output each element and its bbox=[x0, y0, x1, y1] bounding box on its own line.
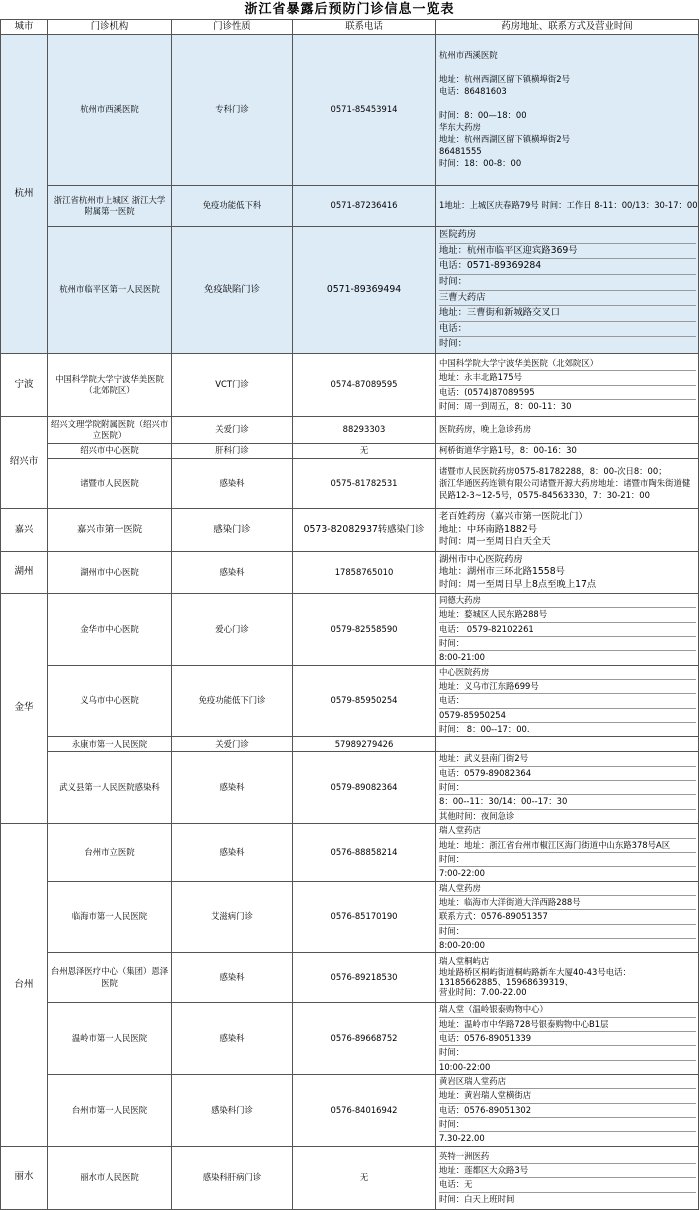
header-phone: 联系电话 bbox=[293, 20, 436, 35]
phone-cell: 57989279426 bbox=[293, 737, 436, 752]
type-cell: 感染科 bbox=[172, 459, 293, 509]
header-type: 门诊性质 bbox=[172, 20, 293, 35]
pharmacy-line: 时间：18：00-8：00 bbox=[439, 158, 522, 168]
pharmacy-line bbox=[439, 98, 696, 110]
table-row bbox=[1, 1003, 699, 1075]
pharmacy-line: 瑞人堂桐屿店 bbox=[439, 956, 490, 967]
pharmacy-line: 地址路桥区桐屿街道桐屿路新车大厦40-43号电话：13185662885、15968639319、 bbox=[439, 967, 631, 987]
table-row bbox=[1, 459, 699, 509]
pharmacy-line: 电话： bbox=[439, 322, 696, 338]
type-cell: 关爱门诊 bbox=[172, 737, 293, 752]
pharmacy-line: 时间：8：00—18：00 bbox=[439, 110, 527, 120]
table-row bbox=[1, 552, 699, 594]
table-row bbox=[1, 953, 699, 1003]
table-row bbox=[1, 665, 699, 737]
pharmacy-cell bbox=[436, 509, 699, 552]
pharmacy-line: 8:00-21:00 bbox=[439, 652, 485, 663]
pharmacy-line: 电话：0571-89369284 bbox=[439, 259, 696, 275]
pharmacy-line: 诸暨市人民医院药房0575-81782288，8：00-次日8：00； bbox=[439, 466, 667, 477]
org-cell: 台州恩泽医疗中心（集团）恩泽医院 bbox=[48, 953, 172, 1003]
type-cell: 艾滋病门诊 bbox=[172, 881, 293, 953]
table-row bbox=[1, 737, 699, 752]
org-cell: 武义县第一人民医院感染科 bbox=[48, 752, 172, 824]
pharmacy-line: 电话： bbox=[439, 694, 696, 708]
phone-cell: 0573-82082937转感染门诊 bbox=[293, 509, 436, 552]
phone-cell: 88293303 bbox=[293, 417, 436, 444]
header-org: 门诊机构 bbox=[48, 20, 172, 35]
pharmacy-cell bbox=[436, 752, 699, 824]
table-row bbox=[1, 354, 699, 417]
phone-cell: 0576-85170190 bbox=[293, 881, 436, 953]
pharmacy-line: 电话：0576-89051339 bbox=[439, 1032, 696, 1046]
pharmacy-cell bbox=[436, 1146, 699, 1209]
type-cell: 关爱门诊 bbox=[172, 417, 293, 444]
pharmacy-line: 瑞人堂（温岭银泰购物中心） bbox=[439, 1003, 696, 1017]
org-cell: 台州市第一人民医院 bbox=[48, 1074, 172, 1146]
type-cell: VCT门诊 bbox=[172, 354, 293, 417]
pharmacy-line: 医院药房 bbox=[439, 228, 696, 244]
city-cell: 丽水 bbox=[1, 1146, 48, 1209]
org-cell: 绍兴文理学院附属医院（绍兴市立医院） bbox=[48, 417, 172, 444]
pharmacy-line: 联系方式：0576-89051357 bbox=[439, 910, 696, 924]
pharmacy-line: 老百姓药房（嘉兴市第一医院北门） bbox=[439, 511, 588, 523]
org-cell: 丽水市人民医院 bbox=[48, 1146, 172, 1209]
pharmacy-line: 地址：义乌市江东路699号 bbox=[439, 680, 696, 694]
phone-cell: 无 bbox=[293, 1146, 436, 1209]
pharmacy-line: 时间： bbox=[439, 1046, 696, 1060]
pharmacy-line: 地址：莲都区大众路3号 bbox=[439, 1164, 696, 1178]
pharmacy-line: 电话：86481603 bbox=[439, 86, 507, 96]
pharmacy-line: 瑞人堂药房 bbox=[439, 882, 696, 896]
table-row bbox=[1, 35, 699, 186]
pharmacy-line: 地址：湖州市三环北路1558号 bbox=[439, 566, 565, 578]
pharmacy-cell bbox=[436, 737, 699, 752]
pharmacy-cell bbox=[436, 35, 699, 186]
org-cell: 绍兴市中心医院 bbox=[48, 444, 172, 459]
phone-cell: 0579-85950254 bbox=[293, 665, 436, 737]
type-cell: 爱心门诊 bbox=[172, 594, 293, 666]
pharmacy-line: 时间： 8：00--17：00. bbox=[439, 724, 530, 735]
org-cell: 温岭市第一人民医院 bbox=[48, 1003, 172, 1075]
clinic-table bbox=[0, 19, 699, 1210]
pharmacy-line: 电话：无 bbox=[439, 1178, 696, 1192]
pharmacy-line: 电话：(0574)87089595 bbox=[439, 386, 696, 400]
pharmacy-line: 10:00-22:00 bbox=[439, 1061, 491, 1072]
type-cell: 免疫功能低下门诊 bbox=[172, 665, 293, 737]
pharmacy-cell bbox=[436, 227, 699, 354]
page-title: 浙江省暴露后预防门诊信息一览表 bbox=[244, 2, 455, 17]
org-cell: 永康市第一人民医院 bbox=[48, 737, 172, 752]
pharmacy-line: 地址：婺城区人民东路288号 bbox=[439, 608, 696, 622]
pharmacy-line: 同德大药房 bbox=[439, 594, 696, 608]
pharmacy-line: 中心医院药房 bbox=[439, 666, 696, 680]
phone-cell: 0575-81782531 bbox=[293, 459, 436, 509]
phone-cell: 0571-85453914 bbox=[293, 35, 436, 186]
pharmacy-cell bbox=[436, 594, 699, 666]
pharmacy-cell bbox=[436, 552, 699, 594]
header-city: 城市 bbox=[1, 20, 48, 35]
pharmacy-line bbox=[439, 62, 696, 74]
type-cell: 感染科 bbox=[172, 1003, 293, 1075]
phone-cell: 0571-89369494 bbox=[293, 227, 436, 354]
org-cell: 金华市中心医院 bbox=[48, 594, 172, 666]
type-cell: 免疫功能低下科 bbox=[172, 186, 293, 227]
pharmacy-cell bbox=[436, 824, 699, 881]
phone-cell: 0576-88858214 bbox=[293, 824, 436, 881]
pharmacy-line: 时间： bbox=[439, 925, 696, 939]
pharmacy-line: 7:00-22:00 bbox=[439, 868, 485, 879]
pharmacy-line: 时间：周一至周日白天全天 bbox=[439, 536, 551, 548]
city-cell: 台州 bbox=[1, 824, 48, 1147]
table-row bbox=[1, 824, 699, 881]
pharmacy-line: 三曹大药店 bbox=[439, 291, 696, 307]
pharmacy-line: 8：00--11：30/14：00--17：30 bbox=[439, 795, 696, 809]
pharmacy-cell bbox=[436, 1003, 699, 1075]
city-cell: 金华 bbox=[1, 594, 48, 824]
pharmacy-line: 时间： bbox=[439, 853, 696, 867]
type-cell: 肝科门诊 bbox=[172, 444, 293, 459]
pharmacy-line: 电话：0576-89051302 bbox=[439, 1104, 696, 1118]
pharmacy-line: 湖州市中心医院药房 bbox=[439, 553, 523, 565]
type-cell: 感染科 bbox=[172, 752, 293, 824]
pharmacy-line: 地址：中环南路1882号 bbox=[439, 523, 538, 535]
pharmacy-line: 86481555 bbox=[439, 146, 482, 156]
pharmacy-line: 其他时间：夜间急诊 bbox=[439, 810, 515, 821]
pharmacy-line: 地址：永丰北路175号 bbox=[439, 371, 696, 385]
pharmacy-line: 时间：周一至周日早上8点至晚上17点 bbox=[439, 578, 597, 590]
type-cell: 感染门诊 bbox=[172, 509, 293, 552]
pharmacy-cell bbox=[436, 881, 699, 953]
type-cell: 感染科 bbox=[172, 953, 293, 1003]
pharmacy-line: 英特一洲医药 bbox=[439, 1150, 696, 1164]
phone-cell: 17858765010 bbox=[293, 552, 436, 594]
city-cell: 湖州 bbox=[1, 552, 48, 594]
pharmacy-line: 电话：0579-89082364 bbox=[439, 767, 696, 781]
pharmacy-line: 地址：武义县南门街2号 bbox=[439, 752, 696, 766]
pharmacy-line: 杭州市西溪医院 bbox=[439, 50, 498, 60]
org-cell: 中国科学院大学宁波华美医院（北郊院区） bbox=[48, 354, 172, 417]
org-cell: 诸暨市人民医院 bbox=[48, 459, 172, 509]
pharmacy-line: 地址：黄岩瑞人堂横街店 bbox=[439, 1089, 696, 1103]
type-cell: 感染科 bbox=[172, 824, 293, 881]
type-cell: 免疫缺陷门诊 bbox=[172, 227, 293, 354]
table-row bbox=[1, 417, 699, 444]
phone-cell: 0579-82558590 bbox=[293, 594, 436, 666]
header-row bbox=[1, 20, 699, 35]
org-cell: 义乌市中心医院 bbox=[48, 665, 172, 737]
pharmacy-line: 黄岩区瑞人堂药店 bbox=[439, 1075, 696, 1089]
pharmacy-line: 时间： bbox=[439, 275, 696, 291]
pharmacy-cell bbox=[436, 459, 699, 509]
pharmacy-line: 地址：地址：浙江省台州市椒江区海门街道中山东路378号A区 bbox=[439, 839, 696, 853]
city-cell: 嘉兴 bbox=[1, 509, 48, 552]
pharmacy-line: 7.30-22.00 bbox=[439, 1133, 485, 1144]
pharmacy-cell bbox=[436, 1074, 699, 1146]
org-cell: 台州市立医院 bbox=[48, 824, 172, 881]
table-row bbox=[1, 1074, 699, 1146]
pharmacy-line: 浙江华通医药连锁有限公司诸暨开源大药房地址：诸暨市陶朱街道健民路12-3~12-5号，0575-84563330，7：30-21：00 bbox=[439, 478, 691, 500]
city-cell: 杭州 bbox=[1, 35, 48, 354]
table-row bbox=[1, 594, 699, 666]
type-cell: 感染科门诊 bbox=[172, 1074, 293, 1146]
pharmacy-cell bbox=[436, 953, 699, 1003]
table-row bbox=[1, 1146, 699, 1209]
pharmacy-line: 地址：杭州西湖区留下镇横埠街2号 bbox=[439, 74, 570, 84]
type-cell: 感染科肝病门诊 bbox=[172, 1146, 293, 1209]
pharmacy-line: 地址：临海市大洋街道大洋西路288号 bbox=[439, 896, 696, 910]
pharmacy-line: 华东大药房 bbox=[439, 122, 481, 132]
pharmacy-line: 8:00-20:00 bbox=[439, 939, 485, 950]
pharmacy-cell bbox=[436, 186, 699, 227]
org-cell: 嘉兴市第一医院 bbox=[48, 509, 172, 552]
table-row bbox=[1, 509, 699, 552]
table-row bbox=[1, 444, 699, 459]
pharmacy-cell: 医院药房，晚上急诊药房 bbox=[436, 417, 699, 444]
pharmacy-line: 营业时间：7.00-22.00 bbox=[439, 987, 527, 998]
phone-cell: 无 bbox=[293, 444, 436, 459]
pharmacy-cell bbox=[436, 665, 699, 737]
table-row bbox=[1, 227, 699, 354]
pharmacy-line: 电话： 0579-82102261 bbox=[439, 623, 696, 637]
header-pharmacy: 药房地址、联系方式及营业时间 bbox=[436, 20, 699, 35]
table-row bbox=[1, 881, 699, 953]
pharmacy-line: 时间： bbox=[439, 637, 696, 651]
pharmacy-line: 地址：杭州西湖区留下镇横埠街2号 bbox=[439, 134, 570, 144]
pharmacy-line: 时间： bbox=[439, 781, 696, 795]
org-cell: 浙江省杭州市上城区 浙江大学附属第一医院 bbox=[48, 186, 172, 227]
city-cell: 宁波 bbox=[1, 354, 48, 417]
phone-cell: 0576-89668752 bbox=[293, 1003, 436, 1075]
city-cell: 绍兴市 bbox=[1, 417, 48, 509]
org-cell: 杭州市临平区第一人民医院 bbox=[48, 227, 172, 354]
pharmacy-line: 地址：三曹街和新城路交叉口 bbox=[439, 306, 696, 322]
pharmacy-line: 1地址：上城区庆春路79号 时间：工作日 8-11：00/13：30-17：00 bbox=[439, 200, 698, 210]
type-cell: 专科门诊 bbox=[172, 35, 293, 186]
org-cell: 杭州市西溪医院 bbox=[48, 35, 172, 186]
pharmacy-cell bbox=[436, 354, 699, 417]
table-row bbox=[1, 186, 699, 227]
table-row bbox=[1, 752, 699, 824]
pharmacy-line: 时间：周一到周五，8：00-11：30 bbox=[439, 400, 572, 411]
pharmacy-line: 地址：杭州市临平区迎宾路369号 bbox=[439, 244, 696, 260]
phone-cell: 0576-89218530 bbox=[293, 953, 436, 1003]
pharmacy-line: 时间：白天上班时间 bbox=[439, 1193, 515, 1204]
phone-cell: 0571-87236416 bbox=[293, 186, 436, 227]
phone-cell: 0579-89082364 bbox=[293, 752, 436, 824]
org-cell: 临海市第一人民医院 bbox=[48, 881, 172, 953]
phone-cell: 0576-84016942 bbox=[293, 1074, 436, 1146]
pharmacy-cell: 柯桥街道华宇路1号，8：00-16：30 bbox=[436, 444, 699, 459]
pharmacy-line: 时间： bbox=[439, 338, 467, 350]
pharmacy-line: 地址：温岭市中华路728号银泰购物中心B1层 bbox=[439, 1018, 696, 1032]
org-cell: 湖州市中心医院 bbox=[48, 552, 172, 594]
phone-cell: 0574-87089595 bbox=[293, 354, 436, 417]
pharmacy-line: 瑞人堂药店 bbox=[439, 824, 696, 838]
pharmacy-line: 中国科学院大学宁波华美医院（北郊院区） bbox=[439, 357, 696, 371]
type-cell: 感染科 bbox=[172, 552, 293, 594]
pharmacy-line: 时间： bbox=[439, 1118, 696, 1132]
pharmacy-line: 0579-85950254 bbox=[439, 709, 696, 723]
